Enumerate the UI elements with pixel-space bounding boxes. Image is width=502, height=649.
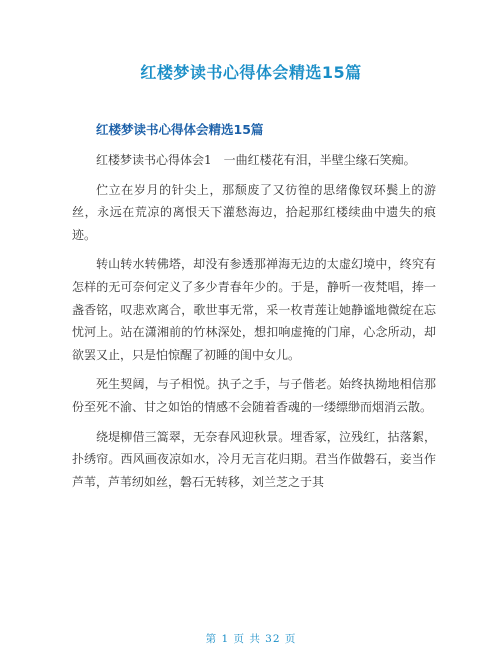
document-title: 红楼梦读书心得体会精选15篇 bbox=[140, 63, 362, 82]
page-footer: 第 1 页 共 32 页 bbox=[205, 633, 297, 645]
paragraph-3: 转山转水转佛塔，却没有参透那禅海无边的太虚幻境中，终究有怎样的无可奈何定义了多少青春年少的。于是，静听一夜梵唱，捧一盏香铭，叹悲欢离合，歌世事无常，采一枚青莲让她静谧地微绽在忘忧河上。站在潇湘前的竹林深处，想扣响虚掩的门扉，心念所动，却欲罢又止，只是怕惊醒了初睡的闺中女儿。 bbox=[72, 257, 436, 362]
section-heading: 红楼梦读书心得体会精选15篇 bbox=[96, 122, 264, 137]
paragraph-4: 死生契阔，与子相悦。执子之手，与子偕老。始终执拗地相信那份至死不渝、甘之如饴的情感不会随着香魂的一缕缥缈而烟消云散。 bbox=[72, 377, 436, 414]
paragraph-5: 绕堤柳借三篙翠，无奈春风迎秋景。埋香冢，泣残红，拈落絮，扑绣帘。西风画夜凉如水，冷月无言花归期。君当作做磐石，妾当作芦苇，芦苇纫如丝，磐石无转移，刘兰芝之于其 bbox=[72, 429, 436, 489]
paragraph-1: 红楼梦读书心得体会1 一曲红楼花有泪，半壁尘缘石笑痴。 bbox=[96, 153, 416, 167]
paragraph-2: 伫立在岁月的针尖上，那颓废了又彷徨的思绪像钗环鬓上的游丝，永远在荒凉的离恨天下灌愁海边，拾起那红楼续曲中遗失的痕迹。 bbox=[72, 182, 436, 242]
body-text bbox=[72, 149, 436, 500]
